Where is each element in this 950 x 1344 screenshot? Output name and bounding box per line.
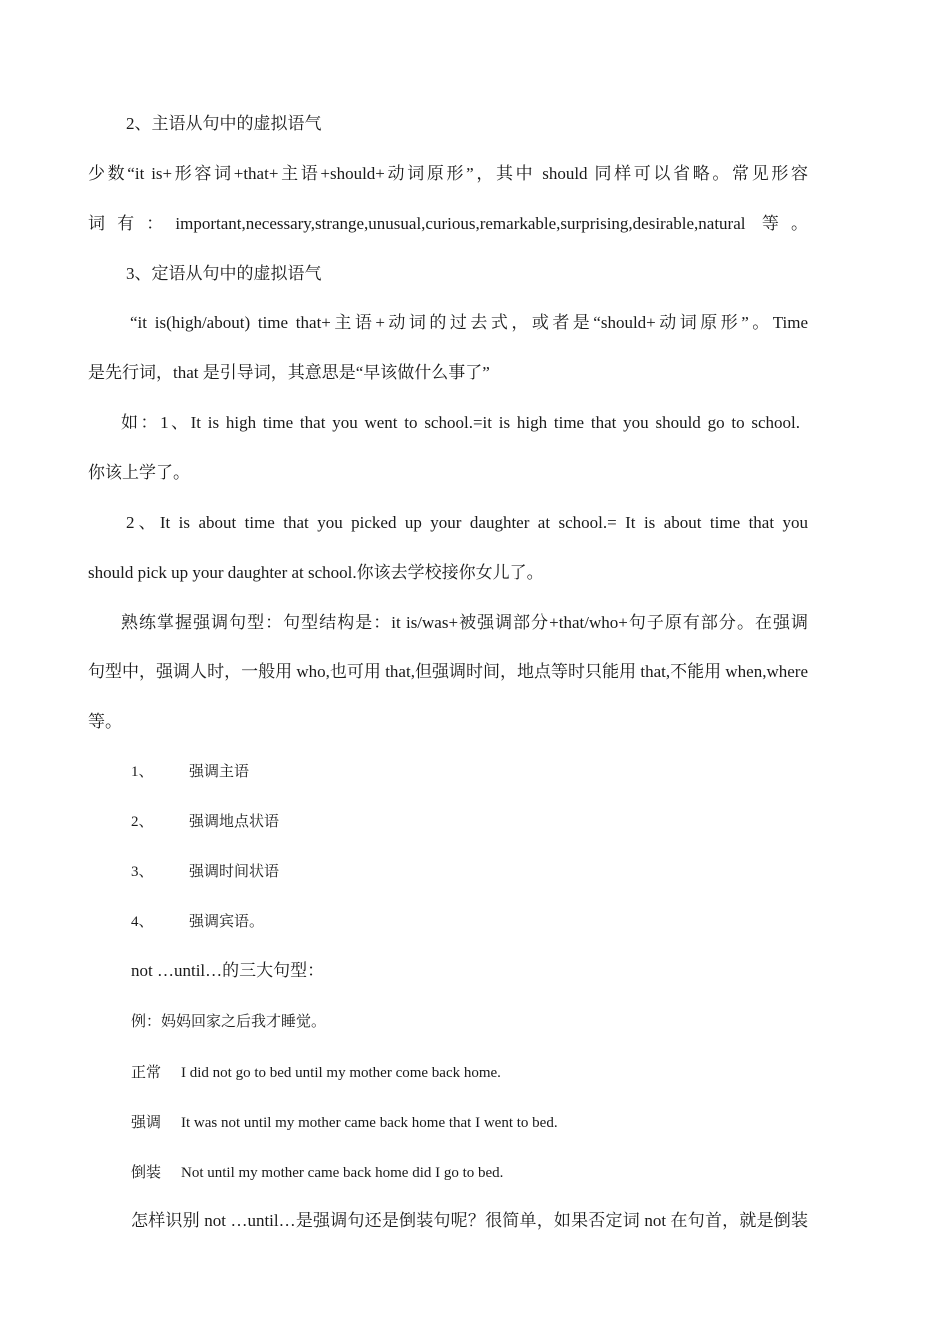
section-2-line-1: 少数“it is+形容词+that+主语+should+动词原形”，其中 should 同样可以省略。常见形容	[88, 164, 808, 183]
until-row-text: It was not until my mother came back home that I went to bed.	[181, 1115, 558, 1131]
section-3-heading: 3、定语从句中的虚拟语气	[126, 264, 322, 283]
until-row-text: I did not go to bed until my mother come back home.	[181, 1065, 501, 1081]
example-1-line-1: 如：1、It is high time that you went to school.=it is high time that you should go to school.	[121, 413, 800, 432]
emphasis-line-3: 等。	[88, 712, 122, 731]
section-2-line-2: 词有：important,necessary,strange,unusual,curious,remarkable,surprising,desirable,natural 等。	[88, 214, 808, 233]
until-row-inversion	[131, 1161, 503, 1184]
list-item-text: 强调宾语。	[189, 914, 265, 930]
list-item-number: 3、	[131, 864, 154, 880]
until-row-emphasis	[131, 1111, 558, 1134]
until-example: 例：妈妈回家之后我才睡觉。	[131, 1014, 327, 1030]
section-2-heading: 2、主语从句中的虚拟语气	[126, 114, 322, 133]
section-3-line-2: 是先行词，that 是引导词，其意思是“早该做什么事了”	[88, 363, 490, 382]
until-row-label: 倒装	[131, 1165, 162, 1181]
example-2-line-1: 2、It is about time that you picked up your daughter at school.= It is about time that you	[126, 513, 808, 532]
list-item-text: 强调时间状语	[189, 864, 280, 880]
until-row-label: 正常	[131, 1065, 162, 1081]
list-item-text: 强调地点状语	[189, 814, 280, 830]
list-item-number: 2、	[131, 814, 154, 830]
list-item-number: 1、	[131, 764, 154, 780]
emphasis-line-1: 熟练掌握强调句型：句型结构是：it is/was+被强调部分+that/who+句子原有部分。在强调	[121, 613, 808, 632]
list-item-number: 4、	[131, 914, 154, 930]
emphasis-line-2: 句型中，强调人时，一般用 who,也可用 that,但强调时间，地点等时只能用 that,不能用 when,where	[88, 662, 808, 681]
until-row-label: 强调	[131, 1115, 162, 1131]
until-row-normal	[131, 1061, 501, 1084]
example-2-line-2: should pick up your daughter at school.你该去学校接你女儿了。	[88, 563, 544, 582]
example-1-line-2: 你该上学了。	[88, 463, 190, 482]
section-3-line-1: “it is(high/about) time that+主语+动词的过去式，或者是“should+动词原形”。Time	[130, 313, 808, 332]
until-title: not …until…的三大句型：	[131, 961, 325, 980]
list-item-text: 强调主语	[189, 764, 250, 780]
until-identify-line: 怎样识别 not …until…是强调句还是倒装句呢？很简单，如果否定词 not 在句首，就是倒装	[131, 1211, 808, 1230]
until-row-text: Not until my mother came back home did I go to bed.	[181, 1165, 504, 1181]
